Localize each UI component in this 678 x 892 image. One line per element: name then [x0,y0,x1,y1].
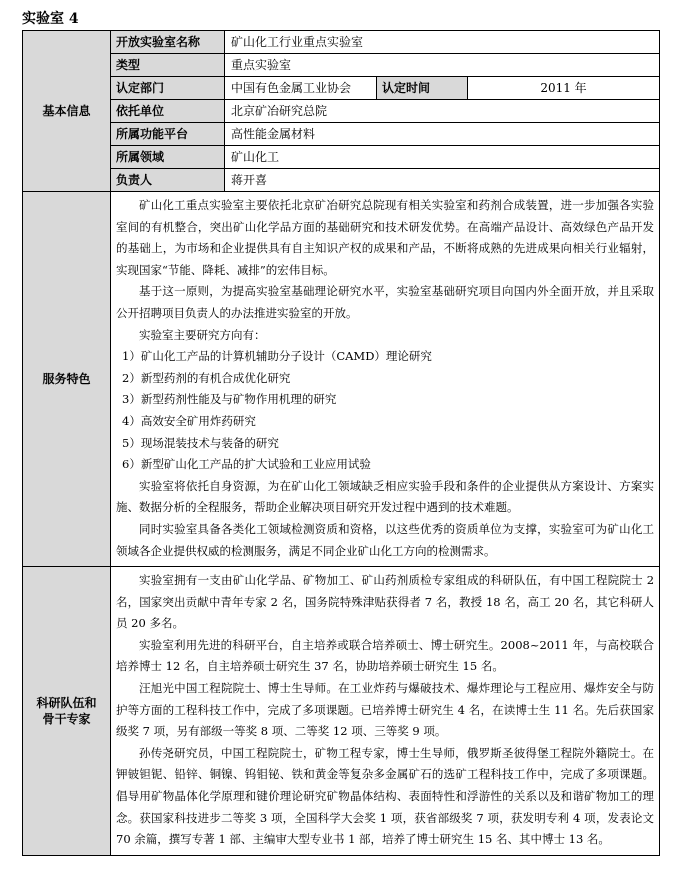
service-paragraph: 同时实验室具备各类化工领域检测资质和资格，以这些优秀的资质单位为支撑，实验室可为矿山化工领域各企业提供权威的检测服务，满足不同企业矿山化工方向的检测需求。 [116,521,655,558]
lab-name-value: 矿山化工行业重点实验室 [225,31,660,54]
lab-info-table [22,30,660,856]
page-title: 实验室 4 [22,11,79,27]
research-direction-item: 6）新型矿山化工产品的扩大试验和工业应用试验 [122,457,371,472]
type-label: 类型 [111,54,225,77]
platform-label: 所属功能平台 [111,123,225,146]
certification-time-value: 2011 年 [468,77,660,100]
owner-label: 负责人 [111,169,225,192]
research-direction-item: 1）矿山化工产品的计算机辅助分子设计（CAMD）理论研究 [122,349,432,364]
research-direction-item: 2）新型药剂的有机合成优化研究 [122,370,291,385]
service-paragraph: 基于这一原则，为提高实验室基础理论研究水平，实验室基础研究项目向国内外全面开放，并且采取公开招聘项目负责人的办法推进实验室的开放。 [116,284,655,320]
certifying-dept-label: 认定部门 [111,77,225,100]
team-label-line2: 骨干专家 [42,711,91,726]
service-content [111,192,660,567]
service-section-label: 服务特色 [23,192,111,567]
platform-value: 高性能金属材料 [225,123,660,146]
lab-name-label: 开放实验室名称 [111,31,225,54]
basic-info-section-label: 基本信息 [23,31,111,192]
field-value: 矿山化工 [225,146,660,169]
team-paragraph: 汪旭光中国工程院院士、博士生导师。在工业炸药与爆破技术、爆炸理论与工程应用、爆炸安全与防护等方面的工程科技工作中，完成了多项课题。已培养博士研究生 4 名，在读博士生 11 名。先后获国家级奖 7 项，另有部级一等奖 8 项、二等奖 12 项、三等奖 9 项。 [116,681,655,739]
team-paragraph: 孙传尧研究员，中国工程院院士，矿物工程专家，博士生导师，俄罗斯圣彼得堡工程院外籍院士。在钾铍钽铌、铅锌、铜镍、钨钼铋、铁和黄金等复杂多金属矿石的选矿工程科技工作中，完成了多项课题。倡导用矿物晶体化学原理和键价理论研究矿物晶体结构、表面特性和浮游性的关系以及和谐矿物加工的理念。获国家科技进步二等奖 3 项，全国科学大会奖 1 项，获省部级奖 7 项，获发明专利 4 项，发表论文 70 余篇，撰写专著 1 部、主编审大型专业书 1 部，培养了博士研究生 15 名、其中博士 13 名。 [116,745,655,847]
certifying-dept-value: 中国有色金属工业协会 [225,77,377,100]
team-label-line1: 科研队伍和 [36,695,97,710]
host-unit-label: 依托单位 [111,100,225,123]
team-paragraph: 实验室拥有一支由矿山化学品、矿物加工、矿山药剂质检专家组成的科研队伍，有中国工程院院士 2 名，国家突出贡献中青年专家 2 名，国务院特殊津贴获得者 7 名，教授 18 名，高工 20 名，其它科研人员 20 多名。 [116,573,655,631]
host-unit-value: 北京矿冶研究总院 [225,100,660,123]
team-content [111,567,660,856]
owner-value: 蒋开喜 [225,169,660,192]
research-direction-item: 3）新型药剂性能及与矿物作用机理的研究 [122,392,337,407]
service-paragraph: 矿山化工重点实验室主要依托北京矿冶研究总院现有相关实验室和药剂合成装置，进一步加强各实验室间的有机整合，突出矿山化学品方面的基础研究和技术研发优势。在高端产品设计、高效绿色产品开发的基础上，为市场和企业提供具有自主知识产权的成果和产品，不断将成熟的先进成果向相关行业辐射，实现国家“节能、降耗、减排”的宏伟目标。 [116,198,655,277]
service-paragraph: 实验室主要研究方向有： [139,327,266,342]
service-paragraph: 实验室将依托自身资源，为在矿山化工领域缺乏相应实验手段和条件的企业提供从方案设计、方案实施、数据分析的全程服务，帮助企业解决项目研究开发过程中遇到的技术难题。 [116,478,655,515]
team-section-label [23,567,111,856]
certification-time-label: 认定时间 [377,77,468,100]
type-value: 重点实验室 [225,54,660,77]
research-direction-item: 5）现场混装技术与装备的研究 [122,435,279,450]
field-label: 所属领域 [111,146,225,169]
research-direction-item: 4）高效安全矿用炸药研究 [122,413,256,428]
team-paragraph: 实验室利用先进的科研平台，自主培养或联合培养硕士、博士研究生。2008~2011 年，与高校联合培养博士 12 名，自主培养硕士研究生 37 名，协助培养硕士研究生 15 名。 [116,637,655,674]
